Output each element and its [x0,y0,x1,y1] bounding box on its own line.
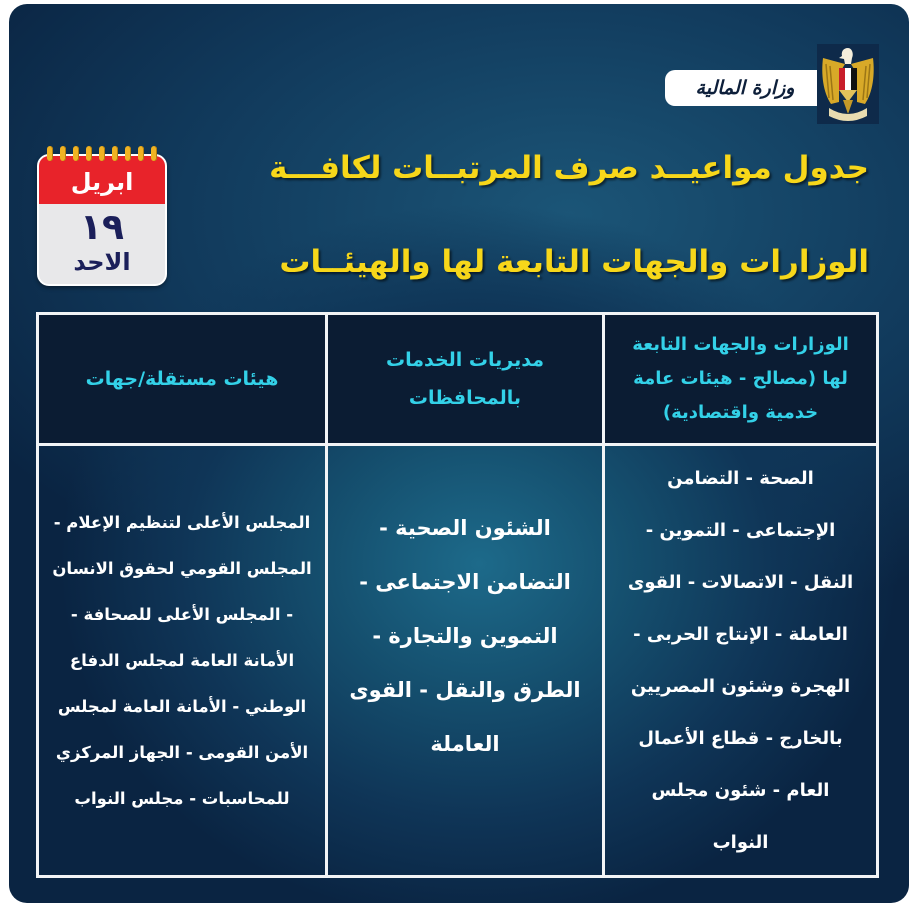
ministry-name-plate [665,70,825,106]
title-line-2: الوزارات والجهات التابعة لها والهيئــات [279,244,869,280]
title-line-1: جدول مواعيــد صرف المرتبــات لكافـــة [269,150,869,186]
calendar-day: ١٩ [80,207,124,248]
calendar-month: ابريل [39,156,165,204]
ministries-list: الصحة - التضامن الإجتماعى - التموين - النقل - الاتصالات - القوى العاملة - الإنتاج الحربى - الهجرة وشئون المصريين بالخارج - قطاع الأعمال العام - شئون مجلس النواب [627,467,854,853]
calendar-page [37,154,167,286]
egypt-eagle-emblem-icon [817,44,879,124]
directorates-list: الشئون الصحية - التضامن الاجتماعى - التموين والتجارة - الطرق والنقل - القوى العاملة [349,516,581,756]
column-header-independent-bodies: هيئات مستقلة/جهات [85,368,279,390]
ministry-logo [665,40,877,122]
salary-schedule-table [36,312,879,878]
calendar-rings-icon [47,146,157,162]
column-header-ministries: الوزارات والجهات التابعة لها (مصالح - هيئات عامة خدمية واقتصادية) [632,334,849,423]
ministry-name: وزارة المالية [695,77,795,99]
infographic-panel [9,4,909,903]
calendar-date-card [37,146,165,284]
independent-bodies-list: المجلس الأعلى لتنظيم الإعلام - المجلس القومي لحقوق الانسان - المجلس الأعلى للصحافة - الأمانة العامة لمجلس الدفاع الوطني - الأمانة العامة لمجلس الأمن القومى - الجهاز المركزي للمحاسبات - مجلس النواب [52,512,312,808]
column-header-directorates: مديريات الخدمات بالمحافظات [386,349,544,409]
calendar-weekday: الاحد [73,248,131,276]
